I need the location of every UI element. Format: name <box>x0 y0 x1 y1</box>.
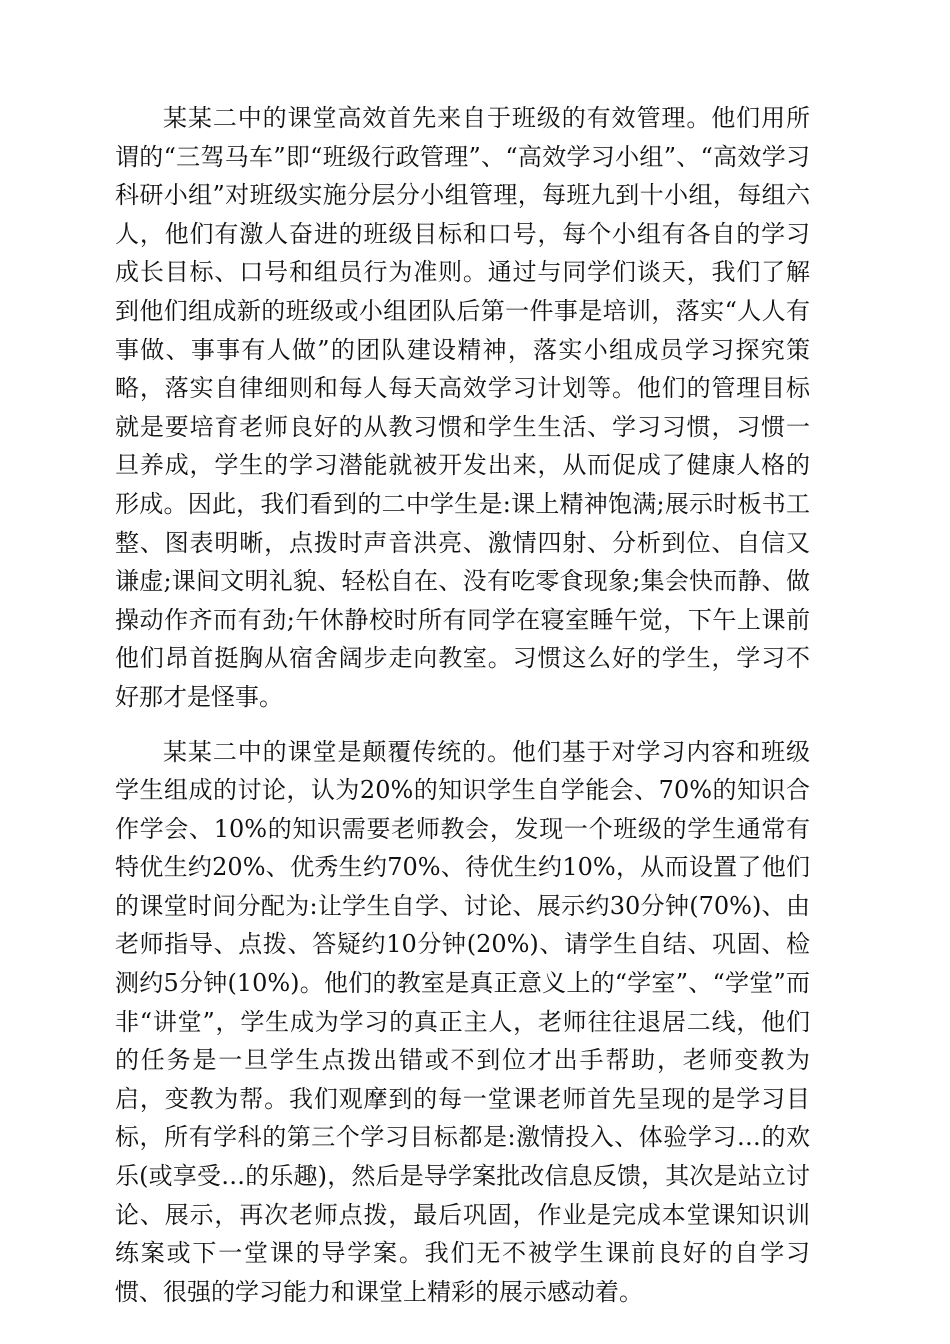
paragraph-class-management: 某某二中的课堂高效首先来自于班级的有效管理。他们用所谓的“三驾马车”即“班级行政管理”、“高效学习小组”、“高效学习科研小组”对班级实施分层分小组管理，每班九到十小组，每组六人，他们有激人奋进的班级目标和口号，每个小组有各自的学习成长目标、口号和组员行为准则。通过与同学们谈天，我们了解到他们组成新的班级或小组团队后第一件事是培训，落实“人人有事做、事事有人做”的团队建设精神，落实小组成员学习探究策略，落实自律细则和每人每天高效学习计划等。他们的管理目标就是要培育老师良好的从教习惯和学生生活、学习习惯，习惯一旦养成，学生的学习潜能就被开发出来，从而促成了健康人格的形成。因此，我们看到的二中学生是:课上精神饱满;展示时板书工整、图表明晰，点拨时声音洪亮、激情四射、分析到位、自信又谦虚;课间文明礼貌、轻松自在、没有吃零食现象;集会快而静、做操动作齐而有劲;午休静校时所有同学在寝室睡午觉，下午上课前他们昂首挺胸从宿舍阔步走向教室。习惯这么好的学生，学习不好那才是怪事。 <box>115 104 810 711</box>
paragraph-classroom-reform: 某某二中的课堂是颠覆传统的。他们基于对学习内容和班级学生组成的讨论，认为20%的知识学生自学能会、70%的知识合作学会、10%的知识需要老师教会，发现一个班级的学生通常有特优生约20%、优秀生约70%、待优生约10%，从而设置了他们的课堂时间分配为:让学生自学、讨论、展示约30分钟(70%)、由老师指导、点拨、答疑约10分钟(20%)、请学生自结、巩固、检测约5分钟(10%)。他们的教室是真正意义上的“学室”、“学堂”而非“讲堂”，学生成为学习的真正主人，老师往往退居二线，他们的任务是一旦学生点拨出错或不到位才出手帮助，老师变教为启，变教为帮。我们观摩到的每一堂课老师首先呈现的是学习目标，所有学科的第三个学习目标都是:激情投入、体验学习…的欢乐(或享受…的乐趣)，然后是导学案批改信息反馈，其次是站立讨论、展示，再次老师点拨，最后巩固，作业是完成本堂课知识训练案或下一堂课的导学案。我们无不被学生课前良好的自学习惯、很强的学习能力和课堂上精彩的展示感动着。 <box>115 737 810 1306</box>
